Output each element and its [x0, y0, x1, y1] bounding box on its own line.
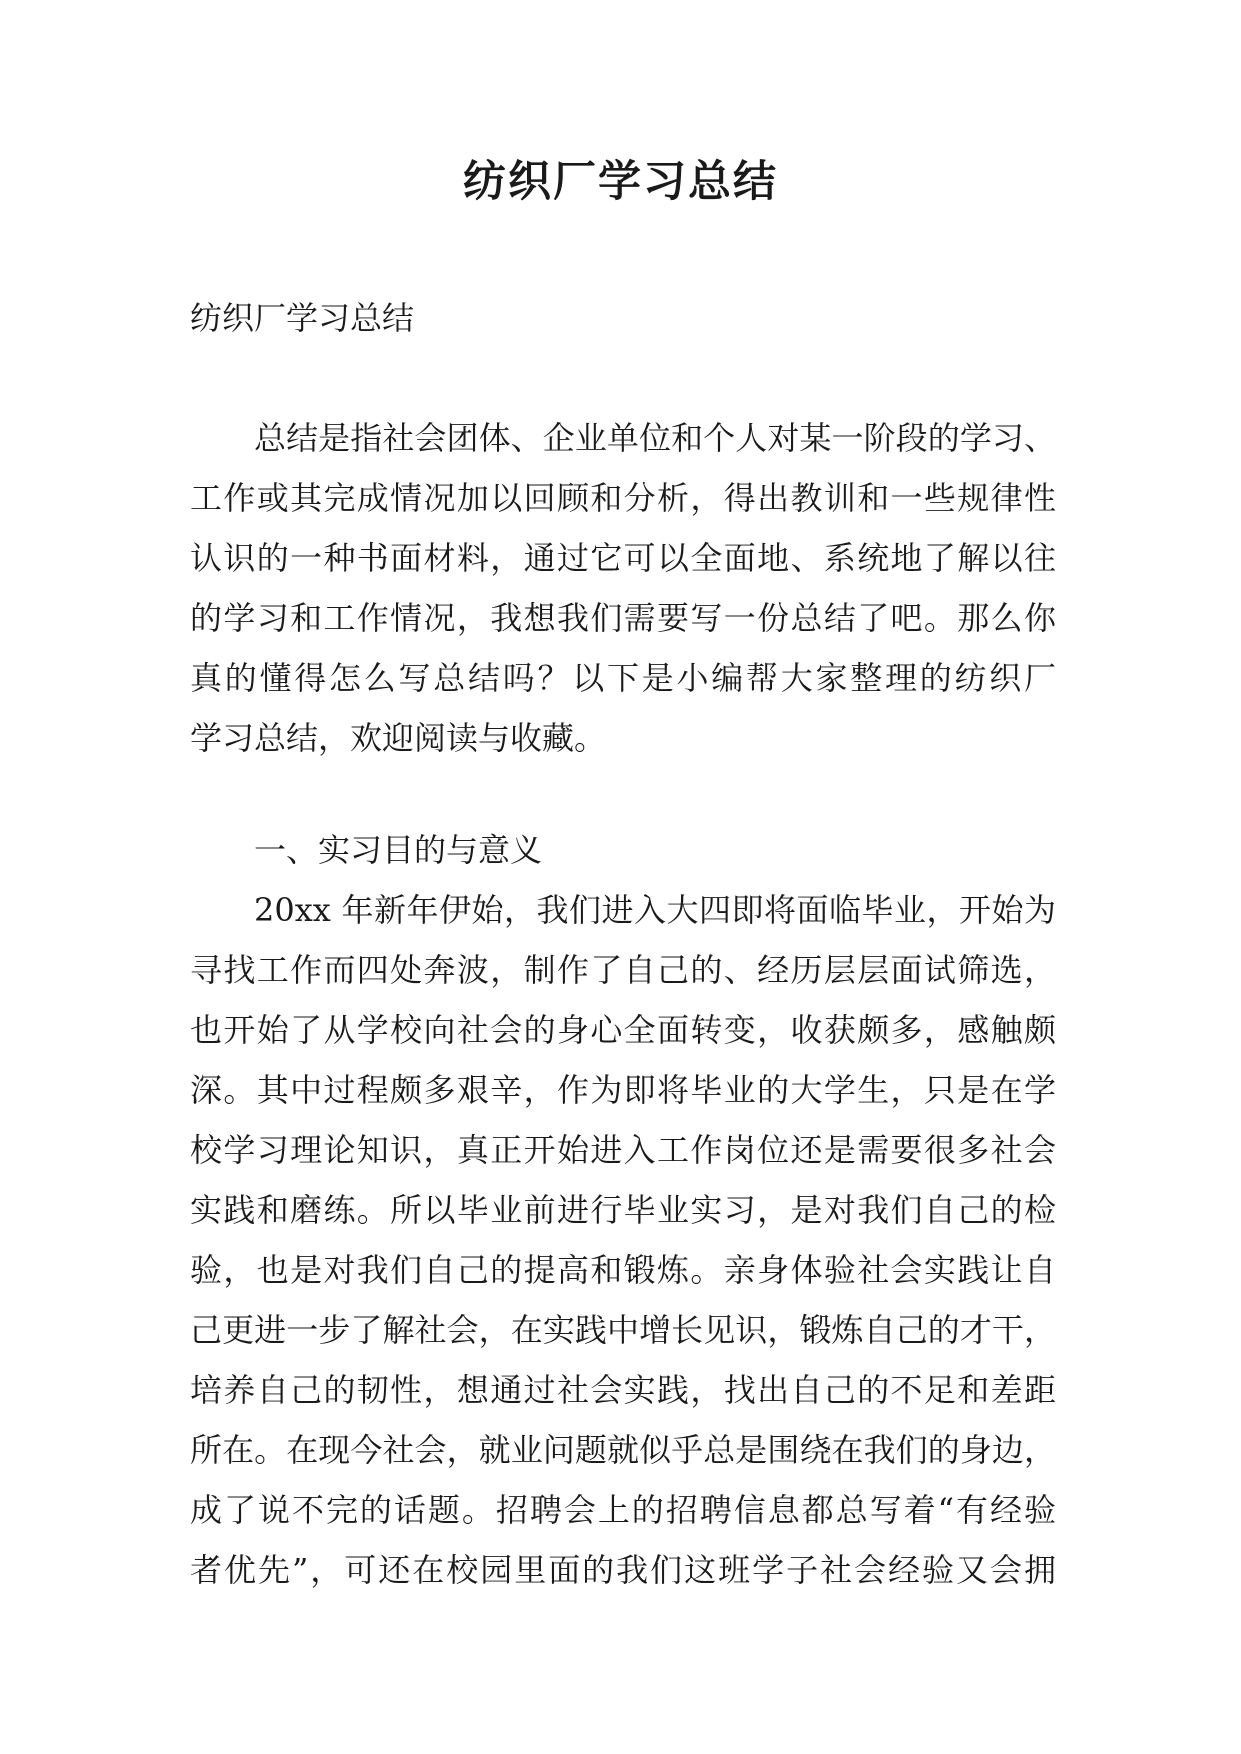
section-line: 20xx 年新年伊始，我们进入大四即将面临毕业，开始为	[254, 891, 1056, 929]
intro-line: 学习总结，欢迎阅读与收藏。	[190, 719, 607, 757]
intro-line: 的学习和工作情况，我想我们需要写一份总结了吧。那么你	[190, 599, 1056, 637]
section-line: 也开始了从学校向社会的身心全面转变，收获颇多，感触颇	[190, 1011, 1056, 1049]
section-heading: 一、实习目的与意义	[254, 831, 543, 869]
intro-paragraph	[190, 408, 1056, 768]
section-paragraph	[190, 880, 1056, 1600]
section-line: 校学习理论知识，真正开始进入工作岗位还是需要很多社会	[190, 1131, 1056, 1169]
section-line: 实践和磨练。所以毕业前进行毕业实习，是对我们自己的检	[190, 1191, 1056, 1229]
document-subtitle: 纺织厂学习总结	[190, 299, 415, 337]
intro-line: 真的懂得怎么写总结吗？以下是小编帮大家整理的纺织厂	[190, 659, 1056, 697]
document-body	[190, 288, 1056, 1600]
intro-line: 工作或其完成情况加以回顾和分析，得出教训和一些规律性	[190, 479, 1056, 517]
section-line: 寻找工作而四处奔波，制作了自己的、经历层层面试筛选，	[190, 951, 1056, 989]
section-line: 培养自己的韧性，想通过社会实践，找出自己的不足和差距	[190, 1371, 1056, 1409]
section-line: 者优先”，可还在校园里面的我们这班学子社会经验又会拥	[190, 1551, 1056, 1589]
intro-line: 认识的一种书面材料，通过它可以全面地、系统地了解以往	[190, 539, 1056, 577]
section-line: 己更进一步了解社会，在实践中增长见识，锻炼自己的才干，	[190, 1311, 1056, 1349]
document-title: 纺织厂学习总结	[463, 157, 778, 207]
section-line: 成了说不完的话题。招聘会上的招聘信息都总写着“有经验	[190, 1491, 1056, 1529]
section-line: 深。其中过程颇多艰辛，作为即将毕业的大学生，只是在学	[190, 1071, 1056, 1109]
spacer	[190, 348, 1056, 408]
section-line: 所在。在现今社会，就业问题就似乎总是围绕在我们的身边，	[190, 1431, 1056, 1469]
intro-line: 总结是指社会团体、企业单位和个人对某一阶段的学习、	[254, 419, 1056, 457]
spacer	[190, 768, 1056, 820]
section-line: 验，也是对我们自己的提高和锻炼。亲身体验社会实践让自	[190, 1251, 1056, 1289]
